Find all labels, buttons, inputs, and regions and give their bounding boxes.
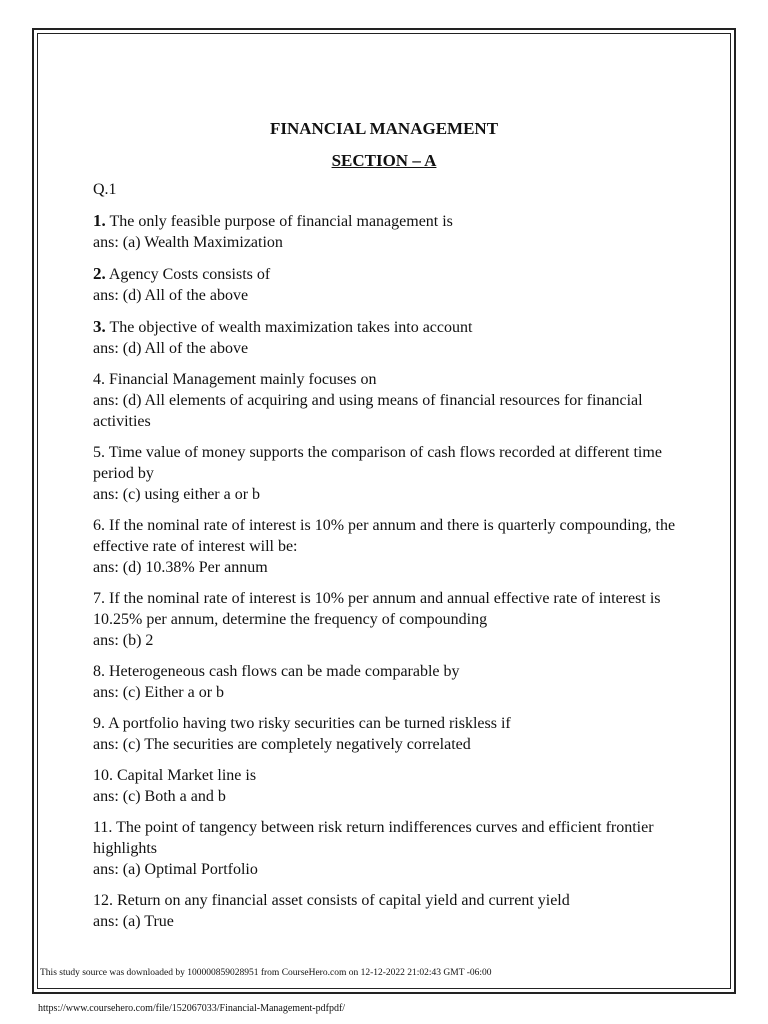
question-item [93,890,693,932]
question-number: 3. [93,317,106,336]
answer-text: ans: (d) All of the above [93,340,249,357]
question-body: Capital Market line is [117,767,257,784]
question-text [93,890,693,911]
question-body: If the nominal rate of interest is 10% per annum and annual effective rate of interest is 10.25% per annum, determine the frequency of compounding [93,590,661,628]
question-number: 10. [93,767,113,784]
question-number: 7. [93,590,105,607]
question-item [93,210,693,253]
question-text [93,316,693,338]
question-body: The point of tangency between risk return indifferences curves and efficient frontier highlights [93,819,654,857]
question-number: 11. [93,819,113,836]
question-item [93,316,693,359]
answer-text: ans: (d) All elements of acquiring and using means of financial resources for financial activities [93,392,643,430]
download-notice: This study source was downloaded by 100000859028951 from CourseHero.com on 12-12-2022 21:02:43 GMT -06:00 [40,968,492,978]
question-item [93,713,693,755]
question-number: 6. [93,517,105,534]
answer-text: ans: (c) Both a and b [93,788,226,805]
question-number: 12. [93,892,113,909]
question-body: The only feasible purpose of financial management is [109,213,453,230]
answer-text: ans: (c) Either a or b [93,684,225,701]
question-text [93,442,693,484]
question-text [93,661,693,682]
question-number: 9. [93,715,105,732]
answer-text: ans: (a) Optimal Portfolio [93,861,258,878]
question-text [93,263,693,285]
question-body: Financial Management mainly focuses on [109,371,377,388]
question-text [93,515,693,557]
question-list [93,210,693,942]
answer-text: ans: (c) using either a or b [93,486,261,503]
question-group-heading: Q.1 [93,181,117,198]
question-text [93,210,693,232]
question-text [93,765,693,786]
question-text [93,713,693,734]
answer-text: ans: (b) 2 [93,632,154,649]
question-text [93,817,693,859]
question-item [93,817,693,880]
question-body: Heterogeneous cash flows can be made comparable by [109,663,460,680]
question-item [93,515,693,578]
answer-text: ans: (c) The securities are completely negatively correlated [93,736,471,753]
question-text [93,588,693,630]
question-number: 4. [93,371,105,388]
question-body: Time value of money supports the comparison of cash flows recorded at different time period by [93,444,662,482]
answer-text: ans: (a) Wealth Maximization [93,234,283,251]
document-title: FINANCIAL MANAGEMENT [269,119,499,138]
question-number: 8. [93,663,105,680]
question-body: Return on any financial asset consists of capital yield and current yield [117,892,570,909]
question-item [93,442,693,505]
question-number: 5. [93,444,105,461]
question-item [93,369,693,432]
question-body: If the nominal rate of interest is 10% per annum and there is quarterly compounding, the effective rate of interest will be: [93,517,676,555]
question-body: A portfolio having two risky securities can be turned riskless if [108,715,511,732]
question-item [93,661,693,703]
answer-text: ans: (d) All of the above [93,287,249,304]
question-number: 2. [93,264,106,283]
answer-text: ans: (a) True [93,913,174,930]
question-body: Agency Costs consists of [108,266,271,283]
question-number: 1. [93,211,106,230]
section-heading: SECTION – A [331,151,437,170]
answer-text: ans: (d) 10.38% Per annum [93,559,268,576]
source-url[interactable]: https://www.coursehero.com/file/152067033/Financial-Management-pdfpdf/ [38,1003,346,1014]
question-text [93,369,693,390]
question-item [93,765,693,807]
question-body: The objective of wealth maximization takes into account [109,319,473,336]
question-item [93,263,693,306]
question-item [93,588,693,651]
